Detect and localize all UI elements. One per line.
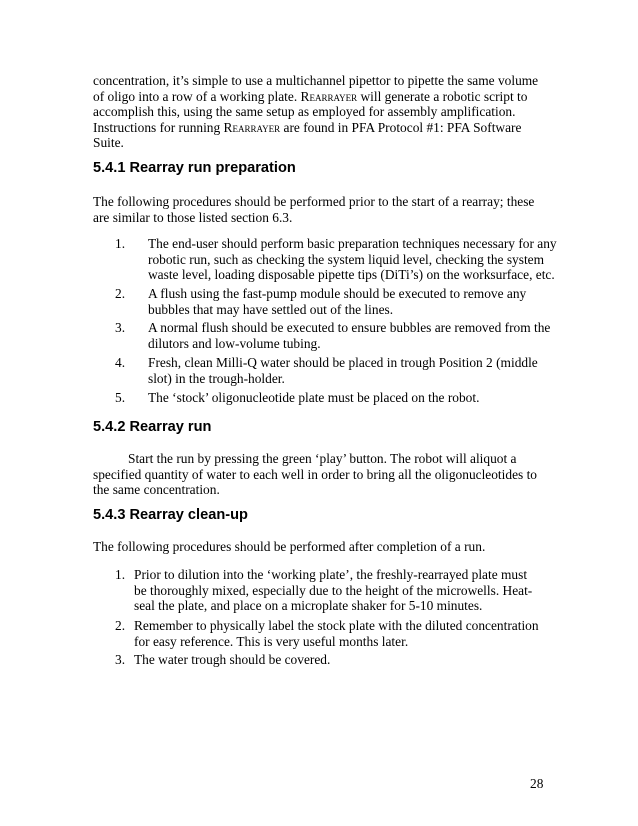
section-heading-rearray-run: 5.4.2 Rearray run [93, 419, 212, 435]
list-number: 4. [115, 355, 126, 370]
rearray-run-paragraph: Start the run by pressing the green ‘play’ button. The robot will aliquot a specified quantity of water to each well in order to bring all the oligonucleotides to the same concentration. [93, 451, 537, 498]
section-heading-rearray-cleanup: 5.4.3 Rearray clean-up [93, 507, 248, 523]
list-text: Remember to physically label the stock plate with the diluted concentration for easy reference. This is very useful months later. [134, 618, 539, 649]
cleanup-intro: The following procedures should be performed after completion of a run. [93, 539, 486, 554]
list-number: 2. [115, 286, 126, 301]
list-text: The ‘stock’ oligonucleotide plate must be placed on the robot. [148, 390, 480, 405]
intro-text-3: are found in PFA Protocol #1: PFA Software Suite. [93, 119, 522, 151]
intro-text-2: will generate a robotic script to accomplish this, using the same setup as employed for assembly amplification. Instructions for running [93, 88, 528, 135]
list-text: A flush using the fast-pump module should be executed to remove any bubbles that may have settled out of the lines. [148, 286, 527, 317]
list-text: Fresh, clean Milli-Q water should be placed in trough Position 2 (middle slot) in the trough-holder. [148, 355, 538, 386]
section-heading-rearray-preparation: 5.4.1 Rearray run preparation [93, 160, 296, 176]
list-text: Prior to dilution into the ‘working plate’, the freshly-rearrayed plate must be thoroughly mixed, especially due to the height of the microwells. Heat-seal the plate, and place on a microplate shaker for 5-10 minutes. [134, 567, 533, 614]
list-number: 1. [115, 236, 126, 251]
list-text: A normal flush should be executed to ensure bubbles are removed from the dilutors and low-volume tubing. [148, 320, 551, 351]
rearrayer-term: Rearrayer [223, 119, 281, 135]
rearrayer-term: Rearrayer [300, 88, 358, 104]
list-number: 5. [115, 390, 126, 405]
list-text: The end-user should perform basic preparation techniques necessary for any robotic run, such as checking the system liquid level, checking the system waste level, loading disposable pipette tips (DiTi’s) on the worksurface, etc. [148, 236, 557, 283]
list-number: 2. [115, 618, 126, 633]
list-number: 1. [115, 567, 126, 582]
intro-text-1: concentration, it’s simple to use a multichannel pipettor to pipette the same volume of oligo into a row of a working plate. [93, 73, 539, 104]
intro-paragraph [93, 73, 545, 151]
list-text: The water trough should be covered. [134, 652, 331, 667]
preparation-intro: The following procedures should be performed prior to the start of a rearray; these are similar to those listed section 6.3. [93, 194, 535, 225]
page-number: 28 [530, 776, 544, 791]
list-number: 3. [115, 320, 126, 335]
list-number: 3. [115, 652, 126, 667]
